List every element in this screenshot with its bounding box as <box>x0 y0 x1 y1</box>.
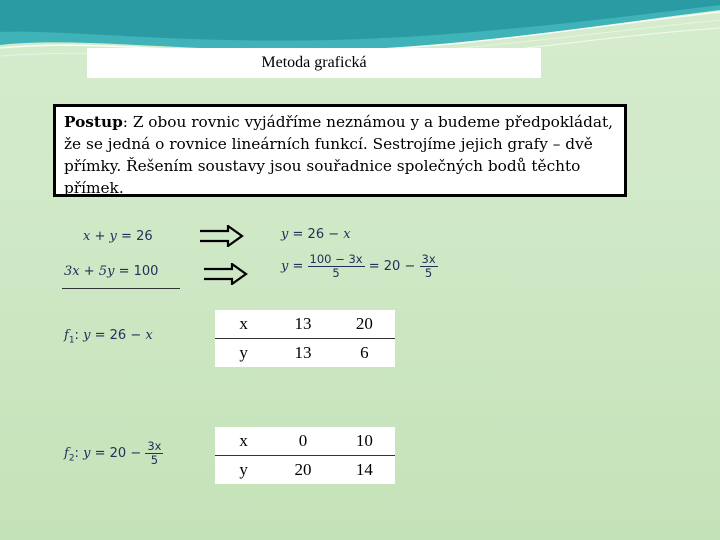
equation-1-left: x + y = 26 <box>83 229 153 244</box>
values-table-f1 <box>215 310 395 367</box>
table-cell: 6 <box>360 343 369 362</box>
table-row <box>215 456 395 485</box>
table-cell: 0 <box>272 427 333 456</box>
table-cell: 14 <box>355 460 373 479</box>
slide-title: Metoda grafická <box>87 48 541 78</box>
table-cell: 10 <box>334 427 395 456</box>
table-row <box>215 310 395 339</box>
table-cell: 13 <box>272 310 333 339</box>
postup-text: : Z obou rovnic vyjádříme neznámou y a budeme předpokládat, že se jedná o rovnice lineárních funkcí. Sestrojíme jejich grafy – dvě přímky. Řešením soustavy jsou souřadnice společných bodů těchto přímek. <box>64 113 614 197</box>
implies-arrow-icon <box>198 225 244 247</box>
function-f2: $f_2$: y = 20 − $\frac{3x}{5}$ <box>64 439 162 467</box>
postup-label: Postup <box>64 113 123 131</box>
function-f1: $f_1$: y = 26 − x <box>64 328 153 346</box>
fraction: $\frac{100 - 3x}{5}$ <box>309 252 363 280</box>
table-row <box>215 427 395 456</box>
equation-2-left: 3x + 5y = 100 <box>64 264 159 279</box>
table-cell: 13 <box>294 343 312 362</box>
equation-2-right: y = $\frac{100 - 3x}{5}$ = 20 − $\frac{3x}{5}$ <box>281 252 436 280</box>
fraction: $\frac{3x}{5}$ <box>421 252 436 280</box>
table-cell: x <box>215 310 272 339</box>
values-table-f2 <box>215 427 395 484</box>
postup-text-box <box>53 104 627 197</box>
table-cell: y <box>239 343 248 362</box>
table-cell: 20 <box>334 310 395 339</box>
table-cell: 20 <box>294 460 312 479</box>
table-row <box>215 339 395 368</box>
table-cell: y <box>239 460 248 479</box>
implies-arrow-icon <box>202 263 248 285</box>
table-cell: x <box>215 427 272 456</box>
fraction: $\frac{3x}{5}$ <box>147 439 162 467</box>
separator-line <box>62 288 180 289</box>
equation-1-right: y = 26 − x <box>281 227 351 242</box>
